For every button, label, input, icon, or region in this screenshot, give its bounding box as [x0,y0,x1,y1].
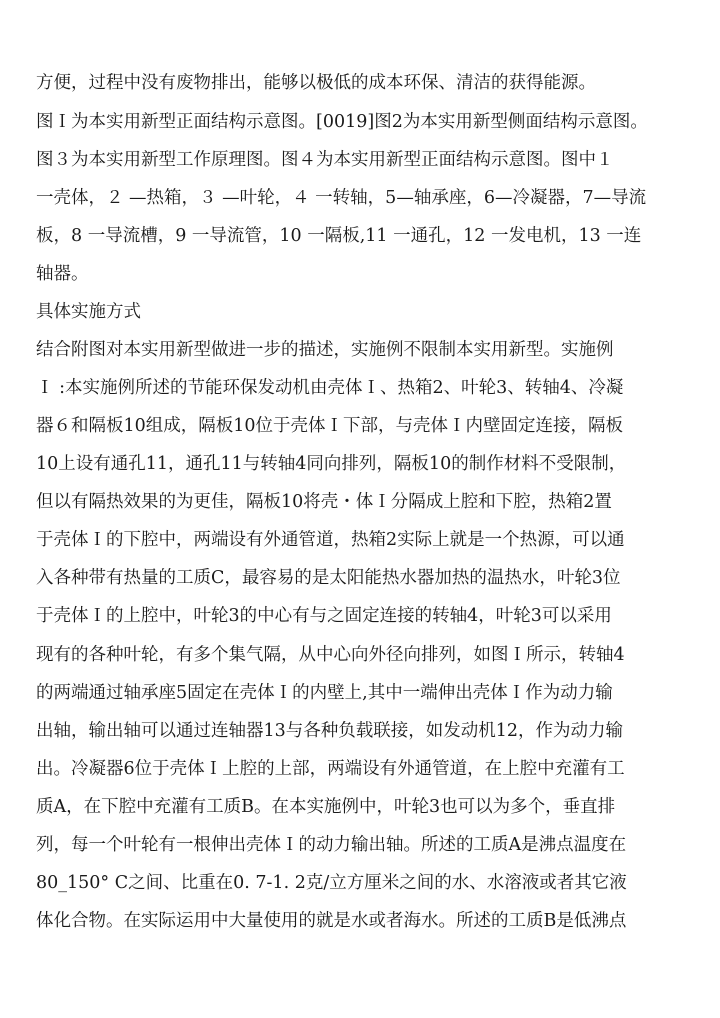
text-line: 列，每一个叶轮有一根伸出壳体Ｉ的动力输出轴。所述的工质A是沸点温度在 [36,835,627,855]
text-line: 结合附图对本实用新型做进一步的描述，实施例不限制本实用新型。实施例 [36,340,614,360]
text-line: 板，8 一导流槽，9 一导流管，10 一隔板,11 一通孔，12 一发电机，13 一连 [36,226,642,246]
text-line: 于壳体Ｉ的下腔中，两端设有外通管道，热箱2实际上就是一个热源，可以通 [36,530,625,550]
text-line: 10上设有通孔11，通孔11与转轴4同向排列，隔板10的制作材料不受限制， [36,454,627,474]
text-line: 入各种带有热量的工质C，最容易的是太阳能热水器加热的温热水，叶轮3位 [36,568,621,588]
text-line: 但以有隔热效果的为更佳，隔板10将壳・体Ｉ分隔成上腔和下腔，热箱2置 [36,492,612,512]
text-line: 出。冷凝器6位于壳体Ｉ上腔的上部，两端设有外通管道，在上腔中充灌有工 [36,759,625,779]
text-line: 80_150° C之间、比重在0. 7-1. 2克/立方厘米之间的水、水溶液或者其它液 [36,873,627,893]
text-line: 于壳体Ｉ的上腔中，叶轮3的中心有与之固定连接的转轴4，叶轮3可以采用 [36,606,612,626]
text-line: 图Ｉ为本实用新型正面结构示意图。[0019]图2为本实用新型侧面结构示意图。 [36,112,648,132]
text-line: 图３为本实用新型工作原理图。图４为本实用新型正面结构示意图。图中１ [36,150,614,170]
section-heading: 具体实施方式 [36,302,141,322]
text-line: 一壳体，２ —热箱，３ —叶轮，４ 一转轴，5—轴承座，6—冷凝器，7—导流 [36,188,647,208]
text-line: 的两端通过轴承座5固定在壳体Ｉ的内壁上,其中一端伸出壳体Ｉ作为动力输 [36,683,613,703]
text-line: 器６和隔板10组成，隔板10位于壳体Ｉ下部，与壳体Ｉ内壁固定连接，隔板 [36,416,624,436]
text-line: Ｉ :本实施例所述的节能环保发动机由壳体Ｉ、热箱2、叶轮3、转轴4、冷凝 [36,378,624,398]
text-line: 体化合物。在实际运用中大量使用的就是水或者海水。所述的工质B是低沸点 [36,911,627,931]
text-line: 质A，在下腔中充灌有工质B。在本实施例中，叶轮3也可以为多个，垂直排 [36,797,616,817]
text-line: 方便，过程中没有废物排出，能够以极低的成本环保、清洁的获得能源。 [36,73,596,93]
text-line: 轴器。 [36,264,89,284]
text-line: 出轴，输出轴可以通过连轴器13与各种负载联接，如发动机12，作为动力输 [36,721,624,741]
text-line: 现有的各种叶轮，有多个集气隔，从中心向外径向排列，如图Ｉ所示，转轴4 [36,645,625,665]
